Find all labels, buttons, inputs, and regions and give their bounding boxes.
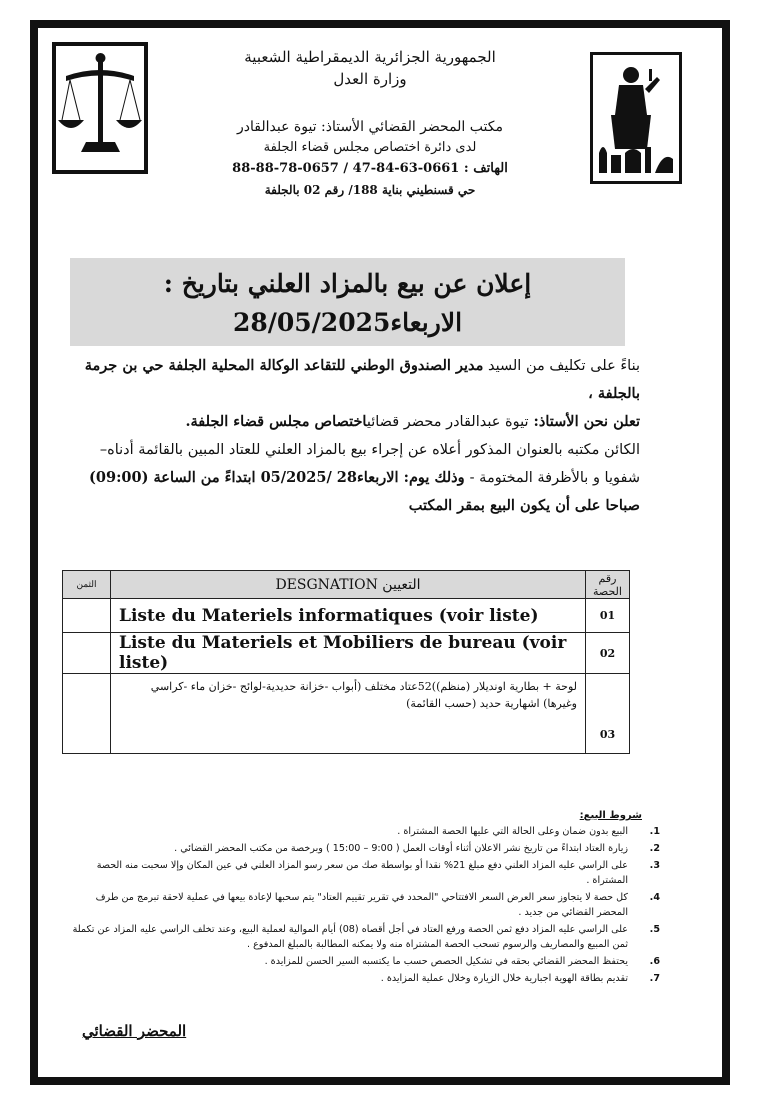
office-address: حي قسنطيني بناية 188/ رقم 02 بالجلفة [264,183,476,197]
lot-number-cell [586,599,630,633]
p1-intro: بناءً على تكليف من السيد [483,358,640,374]
p3-text: الكائن مكتبه بالعنوان المذكور أعلاه عن إجراء بيع بالمزاد العلني للعتاد المبين بالقائمة أدناه– شفويا و بالأظرفة المختومة - [99,442,640,486]
condition-item [62,954,660,969]
condition-number: 7. [649,973,660,984]
justice-scales-logo [52,42,148,174]
condition-text: على الراسي عليه المزاد العلني دفع مبلغ 21% نقدا أو بواسطة صك من سعر رسو المزاد العلني في عين المكان وإلا سحبت منه الحصة المشتراة . [96,860,628,886]
republic-name: الجمهورية الجزائرية الديمقراطية الشعبية [244,48,496,66]
condition-number: 3. [649,860,660,871]
letterhead [160,46,580,200]
p2-jurisdiction: اختصاص مجلس قضاء الجلفة. [185,413,367,430]
conditions-list [62,824,660,986]
lot-designation: Liste du Materiels et Mobiliers de bureau (voir liste) [111,633,586,674]
p3-date: وذلك يوم: الاربعاء28 /05/2025 ابتداءً من الساعة (09:00) صباحا على أن يكون البيع بمقر المكتب [89,469,640,514]
condition-text: زيارة العتاد ابتداءً من تاريخ نشر الاعلان أثناء أوقات العمل ( 9:00 – 15:00 ) وبرخصة من مكتب المحضر القضائي . [174,843,628,854]
condition-number: 1. [649,826,660,837]
p2-intro: تعلن نحن الأستاذ: [528,413,640,430]
lots-table [62,570,630,754]
signature-label: المحضر القضائي [82,1022,187,1040]
col-header-designation: التعيين DESGNATION [111,571,586,599]
table-row [63,599,630,633]
lot-price [63,599,111,633]
condition-item [62,841,660,856]
table-header-row [63,571,630,599]
lot-price [63,674,111,754]
condition-number: 2. [649,843,660,854]
table-row [63,674,630,754]
condition-text: يحتفظ المحضر القضائي بحقه في تشكيل الحصص حسب ما يكتسبه السير الحسن للمزايدة . [264,956,628,967]
condition-number: 6. [649,956,660,967]
condition-item [62,824,660,839]
condition-item [62,971,660,986]
p1-client: مدير الصندوق الوطني للتقاعد الوكالة المحلية الجلفة حي بن جرمة بالجلفة ، [84,357,640,402]
col-header-price: الثمن [63,571,111,599]
lot-designation: لوحة + بطارية اونديلار (منظم))52عتاد مختلف (أبواب -خزانة حديدية-لوائح -خزان ماء -كراسي وغيرها) اشهارية حديد (حسب القائمة) [111,674,586,754]
condition-text: على الراسي عليه المزاد دفع ثمن الحصة ورفع العتاد في أجل أقصاه (08) أيام الموالية لعملية البيع، وعند تخلف الراسي عليه المزاد عن تكملة ثمن المبيع والمصاريف والرسوم تسحب الحصة المشتراة منه ولا يمكنه المطالبة بالمبلغ المدفوع . [72,924,628,950]
paragraph-1 [62,352,640,408]
lot-price [63,633,111,674]
paragraph-2 [62,408,640,436]
lot-number: 03 [599,728,616,741]
jurisdiction: لدى دائرة اختصاص مجلس قضاء الجلفة [263,140,477,155]
lot-number-cell [586,633,630,674]
condition-text: تقديم بطاقة الهوية اجبارية خلال الزيارة وخلال عملية المزايدة . [380,973,628,984]
lot-designation: Liste du Materiels informatiques (voir liste) [111,599,586,633]
announcement-title [70,258,625,346]
scales-icon [56,46,144,170]
condition-item [62,858,660,888]
lot-number-cell [586,674,630,754]
paragraph-3 [62,436,640,520]
phone-numbers: الهاتف : 0661-63-84-47 / 0657-78-88-88 [232,161,508,176]
col-header-lot-number: رقم الحصة [586,571,630,599]
office-name: مكتب المحضر القضائي الأستاذ: تيوة عبدالقادر [237,119,503,135]
condition-item [62,922,660,952]
title-line-1: إعلان عن بيع بالمزاد العلني بتاريخ : [163,269,532,298]
condition-number: 5. [649,924,660,935]
sale-conditions [62,808,660,988]
p2-bailiff: تيوة عبدالقادر محضر قضائي [366,414,529,430]
condition-number: 4. [649,892,660,903]
bailiff-emblem-logo [590,52,682,184]
lot-number: 02 [599,646,616,660]
condition-text: البيع بدون ضمان وعلى الحالة التي عليها الحصة المشتراة . [397,826,628,837]
lot-number: 01 [599,609,616,622]
table-row [63,633,630,674]
announcement-body [62,352,640,520]
conditions-title: شروط البيع: [579,810,642,821]
speaker-podium-icon [593,55,679,181]
ministry-name: وزارة العدل [333,70,407,88]
condition-text: كل حصة لا يتجاوز سعر العرض السعر الافتتاحي "المحدد في تقرير تقييم العتاد" يتم سحبها لإعادة بيعها في عملية لاحقة تبرمج من طرف المحضر القضائي من جديد . [95,892,628,918]
condition-item [62,890,660,920]
title-line-2: الاربعاء28/05/2025 [232,308,463,337]
